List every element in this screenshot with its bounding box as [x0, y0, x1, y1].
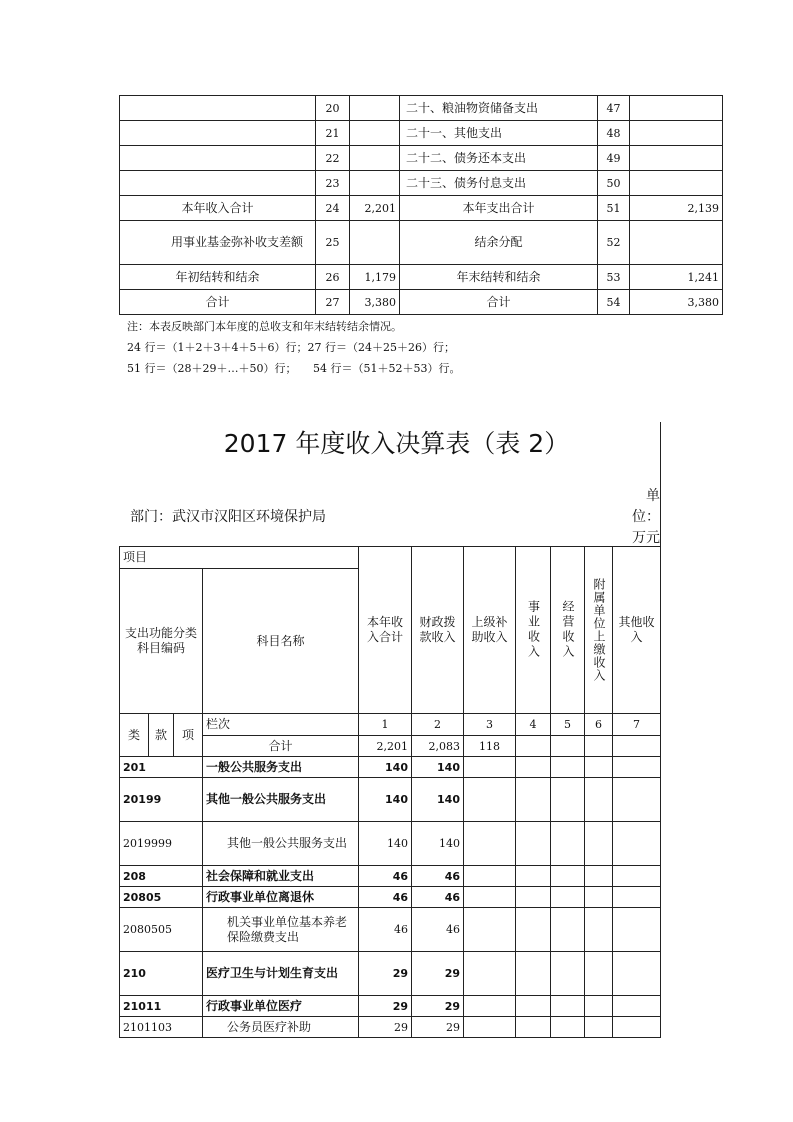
empty-cell: [551, 908, 585, 952]
divider: [660, 422, 661, 547]
table-cell: [350, 96, 400, 121]
empty-cell: [585, 908, 613, 952]
empty-cell: [464, 1017, 516, 1038]
table-cell: 50: [598, 171, 630, 196]
table-row: [120, 121, 723, 146]
table-cell: 本年支出合计: [400, 196, 598, 221]
total-value: [585, 736, 613, 757]
empty-cell: [613, 778, 661, 822]
kuan-header: 款: [149, 714, 174, 757]
table-cell: [350, 146, 400, 171]
empty-cell: [516, 866, 551, 887]
empty-cell: [551, 1017, 585, 1038]
fiscal-income: 46: [412, 908, 464, 952]
table-row: [120, 822, 661, 866]
empty-cell: [551, 887, 585, 908]
income-total: 29: [359, 996, 412, 1017]
col-number: 7: [613, 714, 661, 736]
table-cell: 53: [598, 265, 630, 290]
subject-name: 行政事业单位离退休: [203, 887, 359, 908]
table-row: [120, 952, 661, 996]
col-number: 3: [464, 714, 516, 736]
empty-cell: [551, 757, 585, 778]
summary-table: [119, 95, 723, 315]
subject-code: 2080505: [120, 908, 203, 952]
table-cell: 24: [316, 196, 350, 221]
empty-cell: [585, 887, 613, 908]
subject-code: 20805: [120, 887, 203, 908]
total-value: [516, 736, 551, 757]
empty-cell: [585, 822, 613, 866]
table-row: [120, 908, 661, 952]
total-value: [551, 736, 585, 757]
note-line: 注：本表反映部门本年度的总收支和年末结转结余情况。: [127, 320, 402, 333]
table-cell: [630, 221, 723, 265]
total-value: 2,083: [412, 736, 464, 757]
empty-cell: [585, 996, 613, 1017]
table-row: [120, 290, 723, 315]
table-cell: [350, 121, 400, 146]
subject-name: 医疗卫生与计划生育支出: [203, 952, 359, 996]
fiscal-income: 29: [412, 1017, 464, 1038]
name-header: 科目名称: [203, 569, 359, 714]
code-header: 支出功能分类科目编码: [120, 569, 203, 714]
income-total: 140: [359, 778, 412, 822]
total-value: 2,201: [359, 736, 412, 757]
fiscal-income: 140: [412, 778, 464, 822]
table-cell: 48: [598, 121, 630, 146]
table-cell: 25: [316, 221, 350, 265]
income-total: 46: [359, 908, 412, 952]
subject-name: 其他一般公共服务支出: [203, 822, 359, 866]
empty-cell: [464, 822, 516, 866]
subject-code: 208: [120, 866, 203, 887]
table-notes: [127, 316, 460, 379]
subject-code: 2019999: [120, 822, 203, 866]
table-row: [120, 146, 723, 171]
table-cell: [630, 96, 723, 121]
table-cell: 3,380: [630, 290, 723, 315]
col-header: 附属单位上缴收入: [585, 547, 613, 714]
empty-cell: [613, 1017, 661, 1038]
table-cell: 51: [598, 196, 630, 221]
empty-cell: [613, 822, 661, 866]
table-row: [120, 996, 661, 1017]
table-cell: [350, 171, 400, 196]
col-header: 本年收入合计: [359, 547, 412, 714]
table-cell: 20: [316, 96, 350, 121]
table-row: [120, 96, 723, 121]
empty-cell: [613, 757, 661, 778]
subject-code: 2101103: [120, 1017, 203, 1038]
col-number: 2: [412, 714, 464, 736]
lanci-header: 栏次: [203, 714, 359, 736]
empty-cell: [516, 908, 551, 952]
table-cell: 二十二、债务还本支出: [400, 146, 598, 171]
table-row: [120, 778, 661, 822]
empty-cell: [464, 866, 516, 887]
empty-cell: [516, 778, 551, 822]
table-cell: [350, 221, 400, 265]
empty-cell: [585, 778, 613, 822]
col-header: 其他收入: [613, 547, 661, 714]
table-cell: 47: [598, 96, 630, 121]
empty-cell: [613, 952, 661, 996]
table-cell: [630, 146, 723, 171]
subject-name: 一般公共服务支出: [203, 757, 359, 778]
subject-name: 社会保障和就业支出: [203, 866, 359, 887]
table-cell: 26: [316, 265, 350, 290]
subject-name: 公务员医疗补助: [203, 1017, 359, 1038]
subject-code: 210: [120, 952, 203, 996]
table-cell: [630, 171, 723, 196]
empty-cell: [613, 996, 661, 1017]
empty-cell: [516, 996, 551, 1017]
note-line: 24 行＝（1＋2＋3＋4＋5＋6）行；27 行＝（24＋25＋26）行；: [127, 341, 455, 354]
empty-cell: [464, 996, 516, 1017]
empty-cell: [613, 866, 661, 887]
income-total: 140: [359, 822, 412, 866]
empty-cell: [464, 887, 516, 908]
table-cell: [120, 171, 316, 196]
table-row: [120, 1017, 661, 1038]
empty-cell: [516, 1017, 551, 1038]
table-cell: 23: [316, 171, 350, 196]
xiang-header: 项: [174, 714, 203, 757]
empty-cell: [464, 778, 516, 822]
income-total: 46: [359, 866, 412, 887]
empty-cell: [551, 866, 585, 887]
total-value: [613, 736, 661, 757]
empty-cell: [516, 952, 551, 996]
empty-cell: [464, 757, 516, 778]
col-header: 财政拨款收入: [412, 547, 464, 714]
empty-cell: [516, 757, 551, 778]
table-row: [120, 265, 723, 290]
subject-code: 201: [120, 757, 203, 778]
table-cell: 结余分配: [400, 221, 598, 265]
subject-name: 行政事业单位医疗: [203, 996, 359, 1017]
department-label: 部门：武汉市汉阳区环境保护局: [130, 509, 326, 525]
table-cell: 27: [316, 290, 350, 315]
empty-cell: [585, 866, 613, 887]
table-cell: [120, 121, 316, 146]
table-cell: 年末结转和结余: [400, 265, 598, 290]
table-cell: 22: [316, 146, 350, 171]
table-cell: 2,201: [350, 196, 400, 221]
income-total: 140: [359, 757, 412, 778]
fiscal-income: 29: [412, 996, 464, 1017]
subject-name: 机关事业单位基本养老保险缴费支出: [203, 908, 359, 952]
empty-cell: [464, 952, 516, 996]
empty-cell: [516, 822, 551, 866]
subject-code: 20199: [120, 778, 203, 822]
table-cell: 2,139: [630, 196, 723, 221]
empty-cell: [516, 887, 551, 908]
table-row: [120, 196, 723, 221]
table-row: [120, 171, 723, 196]
table-cell: 1,179: [350, 265, 400, 290]
fiscal-income: 46: [412, 866, 464, 887]
table-cell: 年初结转和结余: [120, 265, 316, 290]
table-cell: 本年收入合计: [120, 196, 316, 221]
empty-cell: [551, 996, 585, 1017]
col-header: 上级补助收入: [464, 547, 516, 714]
page-title: 2017 年度收入决算表（表 2）: [223, 429, 570, 458]
table-row: [120, 887, 661, 908]
empty-cell: [585, 952, 613, 996]
total-value: 118: [464, 736, 516, 757]
col-header: 事业收入: [516, 547, 551, 714]
col-header: 经营收入: [551, 547, 585, 714]
income-total: 29: [359, 952, 412, 996]
table-row: [120, 866, 661, 887]
total-label: 合计: [203, 736, 359, 757]
note-line: 51 行＝（28＋29＋…＋50）行； 54 行＝（51＋52＋53）行。: [127, 362, 461, 375]
table-cell: 二十一、其他支出: [400, 121, 598, 146]
table-cell: [120, 146, 316, 171]
table-cell: 49: [598, 146, 630, 171]
table-cell: 1,241: [630, 265, 723, 290]
table-cell: [630, 121, 723, 146]
lei-header: 类: [120, 714, 149, 757]
table-cell: 合计: [120, 290, 316, 315]
table-cell: 52: [598, 221, 630, 265]
table-row: [120, 221, 723, 265]
empty-cell: [464, 908, 516, 952]
table-cell: 合计: [400, 290, 598, 315]
empty-cell: [585, 757, 613, 778]
table-cell: 3,380: [350, 290, 400, 315]
income-total: 46: [359, 887, 412, 908]
fiscal-income: 140: [412, 757, 464, 778]
table-cell: 二十三、债务付息支出: [400, 171, 598, 196]
table-cell: 用事业基金弥补收支差额: [120, 221, 316, 265]
income-table: [119, 546, 661, 1038]
fiscal-income: 140: [412, 822, 464, 866]
col-number: 4: [516, 714, 551, 736]
table-cell: 54: [598, 290, 630, 315]
empty-cell: [551, 822, 585, 866]
fiscal-income: 29: [412, 952, 464, 996]
empty-cell: [585, 1017, 613, 1038]
col-number: 5: [551, 714, 585, 736]
table-cell: [120, 96, 316, 121]
empty-cell: [551, 952, 585, 996]
income-total: 29: [359, 1017, 412, 1038]
subject-code: 21011: [120, 996, 203, 1017]
table-row: [120, 757, 661, 778]
unit-label: 单位：万元: [632, 488, 660, 546]
empty-cell: [613, 908, 661, 952]
col-number: 1: [359, 714, 412, 736]
table-cell: 二十、粮油物资储备支出: [400, 96, 598, 121]
col-number: 6: [585, 714, 613, 736]
fiscal-income: 46: [412, 887, 464, 908]
table-cell: 21: [316, 121, 350, 146]
empty-cell: [613, 887, 661, 908]
subject-name: 其他一般公共服务支出: [203, 778, 359, 822]
empty-cell: [551, 778, 585, 822]
project-header: 项目: [120, 547, 359, 569]
